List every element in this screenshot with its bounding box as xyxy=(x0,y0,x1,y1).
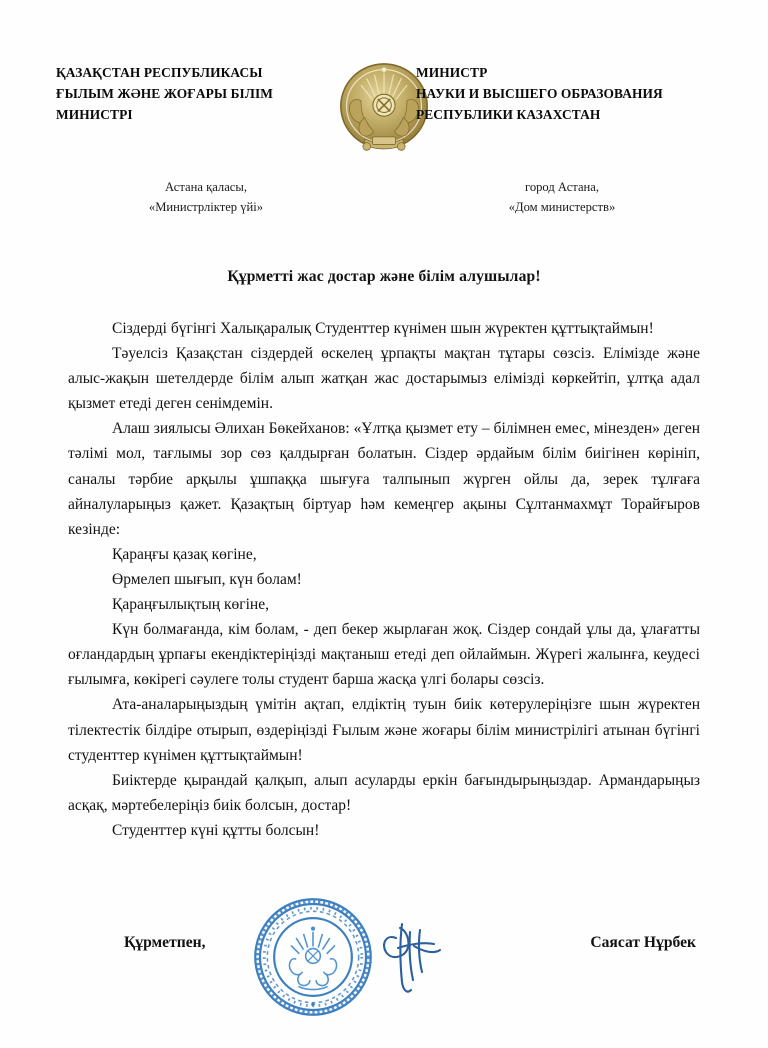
letter-paragraph-5: Ата-аналарыңыздың үмітін ақтап, елдіктің туын биік көтерулеріңізге шын жүректен тілектестік білдіре отырып, өздеріңізді Ғылым және жоғары білім министрілігі атынан бүгінгі студенттер күнімен құттықтаймын! xyxy=(68,696,700,764)
address-kazakh-building: «Министрліктер үйі» xyxy=(148,199,264,214)
verse-line-3: Қараңғылықтың көгіне, xyxy=(112,596,269,614)
ministry-title-russian xyxy=(416,62,716,125)
verse-line-2: Өрмелеп шығып, күн болам! xyxy=(112,570,302,588)
ministry-title-russian-line-3: РЕСПУБЛИКИ КАЗАХСТАН xyxy=(416,107,601,122)
ministry-title-russian-line-2: НАУКИ И ВЫСШЕГО ОБРАЗОВАНИЯ xyxy=(416,86,663,101)
letter-paragraph-2: Тәуелсіз Қазақстан сіздердей өскелең ұрпақты мақтан тұтары сөзсіз. Елімізде және алыс-жақын шетелдерде білім алып жатқан жас достарымыз елімізді көркейтіп, ұлтқа адал қызмет етеді деген сенімдемін. xyxy=(68,345,700,413)
letter-salutation: Құрметті жас достар және білім алушылар! xyxy=(227,268,541,285)
address-russian xyxy=(452,178,672,217)
ministry-title-kazakh-line-1: ҚАЗАҚСТАН РЕСПУБЛИКАСЫ xyxy=(56,65,263,80)
letter-paragraph-6: Биіктерде қырандай қалқып, алып асуларды еркін бағындырыңыздар. Армандарыңыз асқақ, мәртебелеріңіз биік болсын, достар! xyxy=(68,771,700,814)
address-kazakh xyxy=(96,178,316,217)
ministry-title-kazakh-line-3: МИНИСТРІ xyxy=(56,107,133,122)
address-kazakh-city: Астана қаласы, xyxy=(165,180,247,194)
official-round-seal-icon xyxy=(250,894,376,1020)
letter-body xyxy=(68,268,700,843)
ministry-title-kazakh xyxy=(56,62,324,125)
letter-paragraph-7: Студенттер күні құтты болсын! xyxy=(112,821,320,839)
letter-paragraph-1: Сіздерді бүгінгі Халықаралық Студенттер күнімен шын жүректен құттықтаймын! xyxy=(112,320,654,337)
address-russian-building: «Дом министерств» xyxy=(508,199,616,214)
signature-block xyxy=(68,908,700,1028)
signature-closing: Құрметпен, xyxy=(124,934,206,951)
address-row xyxy=(0,178,768,222)
handwritten-signature-icon xyxy=(376,908,472,1000)
letter-paragraph-4: Күн болмағанда, кім болам, - деп бекер жырлаған жоқ. Сіздер сондай ұлы да, ұлағатты оғландардың ұрпағы екендіктеріңізді мақтаныш етеді деп ойлаймын. Жүрегі жалынға, кеудесі ғылымға, көкірегі сәулеге толы студент барша жасқа үлгі болары сөзсіз. xyxy=(68,621,700,689)
address-russian-city: город Астана, xyxy=(524,180,600,194)
letter-paragraph-3: Алаш зиялысы Әлихан Бөкейханов: «Ұлтқа қызмет ету – білімнен емес, мінезден» деген тәлімі мол, тағлымы зор сөз қалдырған болатын. Сіздер әрдайым білім биігінен көрініп, саналы тәрбие арқылы ұшпаққа шығуға талпынып жүрген ойлы да, зерек тұлғаға айналуларыңыз қажет. Қазақтың біртуар һәм кемеңгер ақыны Сұлтанмахмұт Торайғыров кезінде: xyxy=(68,420,700,538)
verse-line-1: Қараңғы қазақ көгіне, xyxy=(112,545,257,563)
signer-name: Саясат Нұрбек xyxy=(590,934,696,951)
ministry-title-kazakh-line-2: ҒЫЛЫМ ЖӘНЕ ЖОҒАРЫ БІЛІМ xyxy=(56,86,273,101)
ministry-title-russian-line-1: МИНИСТР xyxy=(416,65,488,80)
